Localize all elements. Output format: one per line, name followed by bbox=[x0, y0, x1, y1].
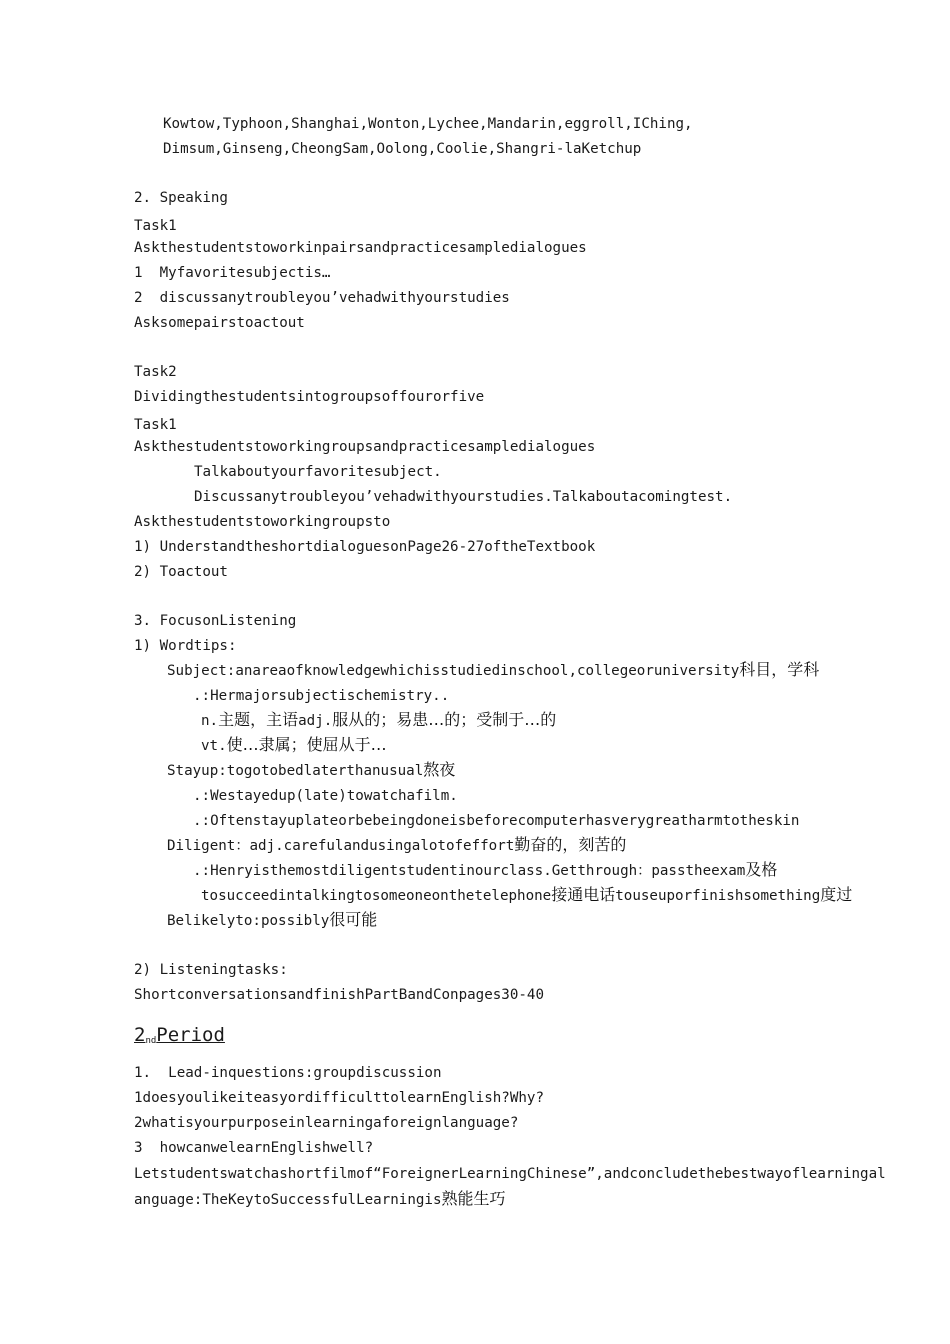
wordtip-diligent bbox=[167, 836, 626, 855]
wordtip-diligent-chinese: 勤奋的，刻苦的 bbox=[514, 835, 627, 854]
task1-label: Task1 bbox=[134, 218, 177, 234]
verb-meaning: 使…隶属；使屈从于… bbox=[226, 735, 387, 754]
talk-topic-1: Talkaboutyourfavoritesubject. bbox=[194, 464, 442, 480]
wordtip-subject-verb bbox=[201, 736, 387, 755]
wordtip-stayup-definition: Stayup:togotobedlaterthanusual bbox=[167, 763, 424, 779]
wordtip-subject-noun bbox=[201, 711, 556, 730]
diligent-example-chinese: 及格 bbox=[745, 860, 778, 879]
question-1: 1doesyoulikeiteasyordifficulttolearnEnglish?Why? bbox=[134, 1090, 544, 1106]
wordtips-label: 1) Wordtips: bbox=[134, 638, 237, 654]
wordtip-subject-definition: Subject:anareaofknowledgewhichisstudiedinschool,collegeoruniversity bbox=[167, 663, 740, 679]
period-number: 2 bbox=[134, 1024, 146, 1046]
act-out-instruction: Asksomepairstoactout bbox=[134, 315, 305, 331]
film-instruction-line-1: Letstudentswatchashortfilmof“ForeignerLearningChinese”,andconcludethebestwayoflearningal bbox=[134, 1166, 886, 1182]
diligent-example-text: .:Henryisthemostdiligentstudentinourclass.Getthrough：passtheexam bbox=[193, 863, 746, 879]
question-2: 2whatisyourpurposeinlearningaforeignlanguage? bbox=[134, 1115, 519, 1131]
task2-label: Task2 bbox=[134, 364, 177, 380]
wordtip-likely-chinese: 很可能 bbox=[329, 910, 378, 929]
period-ordinal-suffix: nd bbox=[145, 1036, 157, 1046]
wordtip-likely bbox=[167, 911, 377, 930]
loanword-list-line-2: Dimsum,Ginseng,CheongSam,Oolong,Coolie,Shangri-laKetchup bbox=[163, 141, 642, 157]
wordtip-stayup-example-2: .:Oftenstayuplateorbebeingdoneisbeforecomputerhasverygreatharmtotheskin bbox=[193, 813, 800, 829]
getthrough-sense-2: touseuporfinishsomething bbox=[615, 888, 821, 904]
wordtip-diligent-example bbox=[193, 861, 777, 880]
film-conclusion-text: anguage:TheKeytoSuccessfulLearningis bbox=[134, 1192, 442, 1208]
getthrough-sense-1-chinese: 接通电话 bbox=[551, 885, 616, 904]
wordtip-stayup bbox=[167, 761, 455, 780]
wordtip-subject-chinese: 科目，学科 bbox=[739, 660, 820, 679]
groups-instruction: Askthestudentstoworkingroupsto bbox=[134, 514, 391, 530]
task1-item-2: 2 discussanytroubleyou’vehadwithyourstudies bbox=[134, 290, 510, 306]
task2-instruction: Dividingthestudentsintogroupsoffourorfive bbox=[134, 389, 485, 405]
verb-abbrev: vt. bbox=[201, 738, 227, 754]
film-conclusion-chinese: 熟能生巧 bbox=[441, 1189, 506, 1208]
task1-item-1: 1 Myfavoritesubjectis… bbox=[134, 265, 331, 281]
section-heading-speaking: 2. Speaking bbox=[134, 190, 228, 206]
film-instruction-line-2 bbox=[134, 1190, 506, 1209]
listening-tasks-text: ShortconversationsandfinishPartBandConpages30-40 bbox=[134, 987, 544, 1003]
task1b-label: Task1 bbox=[134, 417, 177, 433]
groups-step-2: 2) Toactout bbox=[134, 564, 228, 580]
period-heading bbox=[134, 1023, 225, 1053]
period-word: Period bbox=[156, 1024, 225, 1046]
task1-instruction: Askthestudentstoworkinpairsandpracticesampledialogues bbox=[134, 240, 587, 256]
getthrough-sense-2-chinese: 度过 bbox=[820, 885, 853, 904]
noun-abbrev: n. bbox=[201, 713, 219, 729]
wordtip-stayup-example-1: .:Westayedup(late)towatchafilm. bbox=[193, 788, 458, 804]
talk-topic-2: Discussanytroubleyou’vehadwithyourstudies.Talkaboutacomingtest. bbox=[194, 489, 733, 505]
wordtip-likely-definition: Belikelyto:possibly bbox=[167, 913, 330, 929]
adj-meaning: 服从的；易患…的；受制于…的 bbox=[332, 710, 557, 729]
task1b-instruction: Askthestudentstoworkingroupsandpracticesampledialogues bbox=[134, 439, 596, 455]
wordtip-subject bbox=[167, 661, 819, 680]
wordtip-getthrough bbox=[201, 886, 852, 905]
section-heading-listening: 3. FocusonListening bbox=[134, 613, 297, 629]
lead-in-questions: 1. Lead-inquestions:groupdiscussion bbox=[134, 1065, 442, 1081]
noun-meaning: 主题，主语 bbox=[218, 710, 299, 729]
listening-tasks-label: 2) Listeningtasks: bbox=[134, 962, 288, 978]
question-3: 3 howcanwelearnEnglishwell? bbox=[134, 1140, 374, 1156]
getthrough-sense-1: tosucceedintalkingtosomeoneonthetelephone bbox=[201, 888, 552, 904]
wordtip-stayup-chinese: 熬夜 bbox=[423, 760, 456, 779]
groups-step-1: 1) UnderstandtheshortdialoguesonPage26-27oftheTextbook bbox=[134, 539, 596, 555]
adj-abbrev: adj. bbox=[298, 713, 333, 729]
wordtip-diligent-definition: Diligent：adj.carefulandusingalotofeffort bbox=[167, 838, 515, 854]
loanword-list-line-1: Kowtow,Typhoon,Shanghai,Wonton,Lychee,Mandarin,eggroll,IChing, bbox=[163, 116, 693, 132]
wordtip-subject-example: .:Hermajorsubjectischemistry.. bbox=[193, 688, 450, 704]
